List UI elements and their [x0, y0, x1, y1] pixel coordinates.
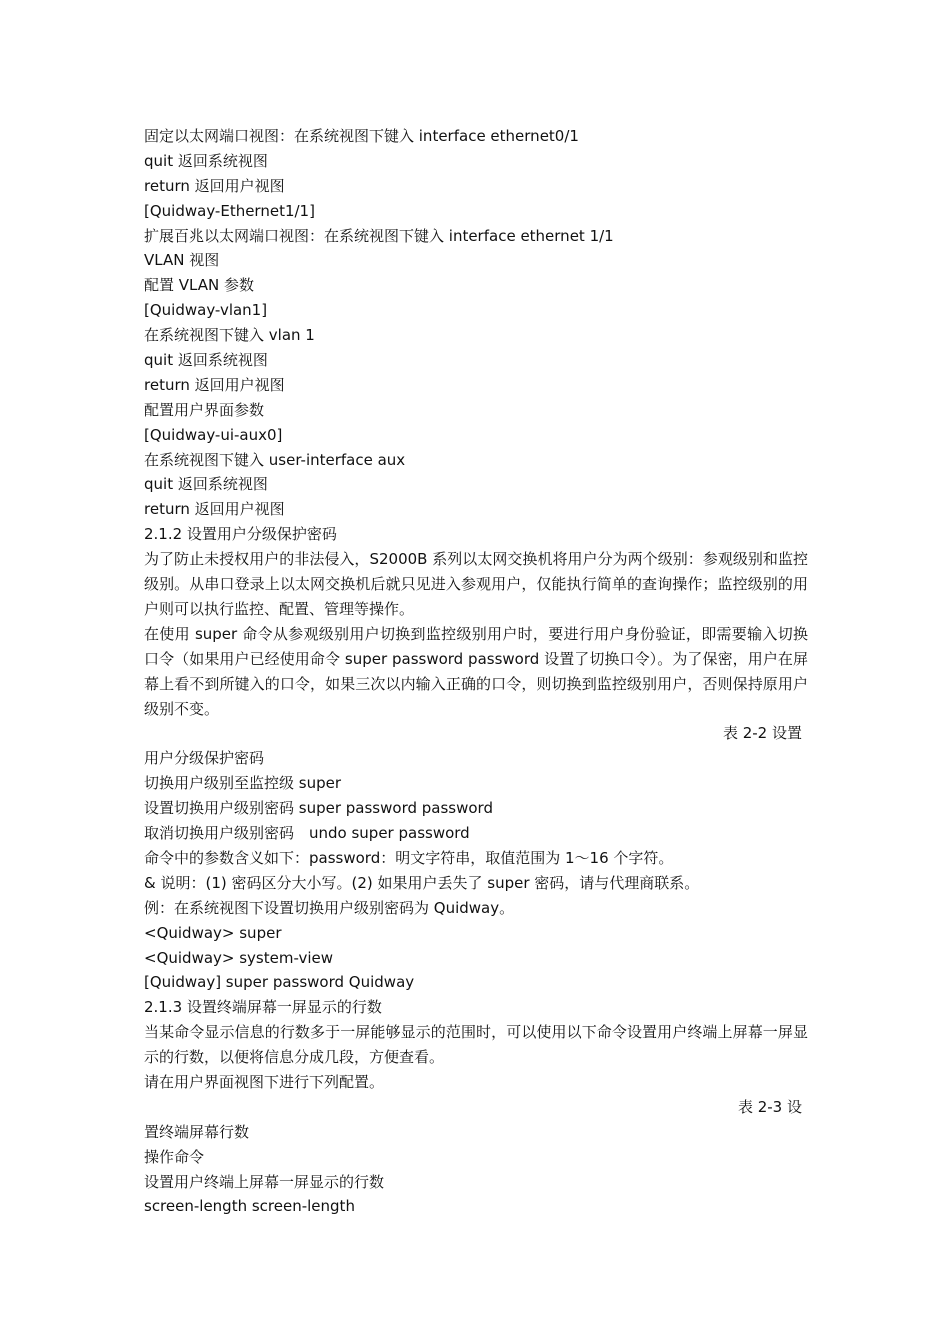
text-line: 在系统视图下键入 vlan 1	[144, 326, 315, 345]
text-line: 例：在系统视图下设置切换用户级别密码为 Quidway。	[144, 898, 515, 917]
document-page	[144, 124, 808, 1219]
text-line: VLAN 视图	[144, 251, 220, 270]
text-line: <Quidway> super	[144, 923, 282, 942]
text-line: 固定以太网端口视图：在系统视图下键入 interface ethernet0/1	[144, 127, 579, 145]
text-line: 命令中的参数含义如下：password：明文字符串，取值范围为 1～16 个字符。	[144, 848, 674, 867]
text-line: quit 返回系统视图	[144, 151, 268, 170]
text-line: & 说明：(1) 密码区分大小写。(2) 如果用户丢失了 super 密码，请与代理商联系。	[144, 873, 700, 892]
text-line: 用户分级保护密码	[144, 749, 265, 768]
text-line: 配置用户界面参数	[144, 400, 265, 419]
paragraph: 在使用 super 命令从参观级别用户切换到监控级别用户时，要进行用户身份验证，即需要输入切换口令（如果用户已经使用命令 super password password 设置了切换口令）。为了保密，用户在屏幕上看不到所键入的口令，如果三次以内输入正确的口令，则切换到监控级别用户，否则保持原用户级别不变。	[144, 624, 808, 718]
text-line: 操作命令	[144, 1147, 205, 1166]
section-heading: 2.1.3 设置终端屏幕一屏显示的行数	[144, 998, 382, 1017]
text-line: quit 返回系统视图	[144, 475, 268, 494]
text-line: 请在用户界面视图下进行下列配置。	[144, 1072, 385, 1091]
paragraph: 当某命令显示信息的行数多于一屏能够显示的范围时，可以使用以下命令设置用户终端上屏幕一屏显示的行数，以便将信息分成几段，方便查看。	[144, 1023, 808, 1067]
text-line: 扩展百兆以太网端口视图：在系统视图下键入 interface ethernet 1/1	[144, 226, 614, 245]
text-line: screen-length screen-length	[144, 1197, 355, 1216]
text-line: [Quidway-Ethernet1/1]	[144, 201, 315, 220]
text-line: 在系统视图下键入 user-interface aux	[144, 450, 406, 469]
text-line: 配置 VLAN 参数	[144, 276, 254, 295]
table-caption: 表 2-3 设	[737, 1097, 802, 1116]
text-line: quit 返回系统视图	[144, 351, 268, 370]
text-line: 取消切换用户级别密码 undo super password	[144, 824, 470, 843]
text-line: [Quidway] super password Quidway	[144, 973, 415, 992]
text-line: return 返回用户视图	[144, 176, 285, 195]
paragraph: 为了防止未授权用户的非法侵入，S2000B 系列以太网交换机将用户分为两个级别：参观级别和监控级别。从串口登录上以太网交换机后就只见进入参观用户，仅能执行简单的查询操作；监控级别的用户则可以执行监控、配置、管理等操作。	[144, 550, 808, 618]
section-heading: 2.1.2 设置用户分级保护密码	[144, 525, 337, 544]
text-line: [Quidway-vlan1]	[144, 301, 268, 320]
text-line: 设置用户终端上屏幕一屏显示的行数	[144, 1172, 385, 1191]
text-line: [Quidway-ui-aux0]	[144, 425, 283, 444]
text-line: return 返回用户视图	[144, 375, 285, 394]
text-line: return 返回用户视图	[144, 500, 285, 519]
text-line: 切换用户级别至监控级 super	[144, 774, 342, 793]
text-line: 置终端屏幕行数	[144, 1122, 250, 1141]
text-line: 设置切换用户级别密码 super password password	[144, 799, 493, 818]
text-line: <Quidway> system-view	[144, 948, 334, 967]
table-caption: 表 2-2 设置	[722, 724, 802, 743]
